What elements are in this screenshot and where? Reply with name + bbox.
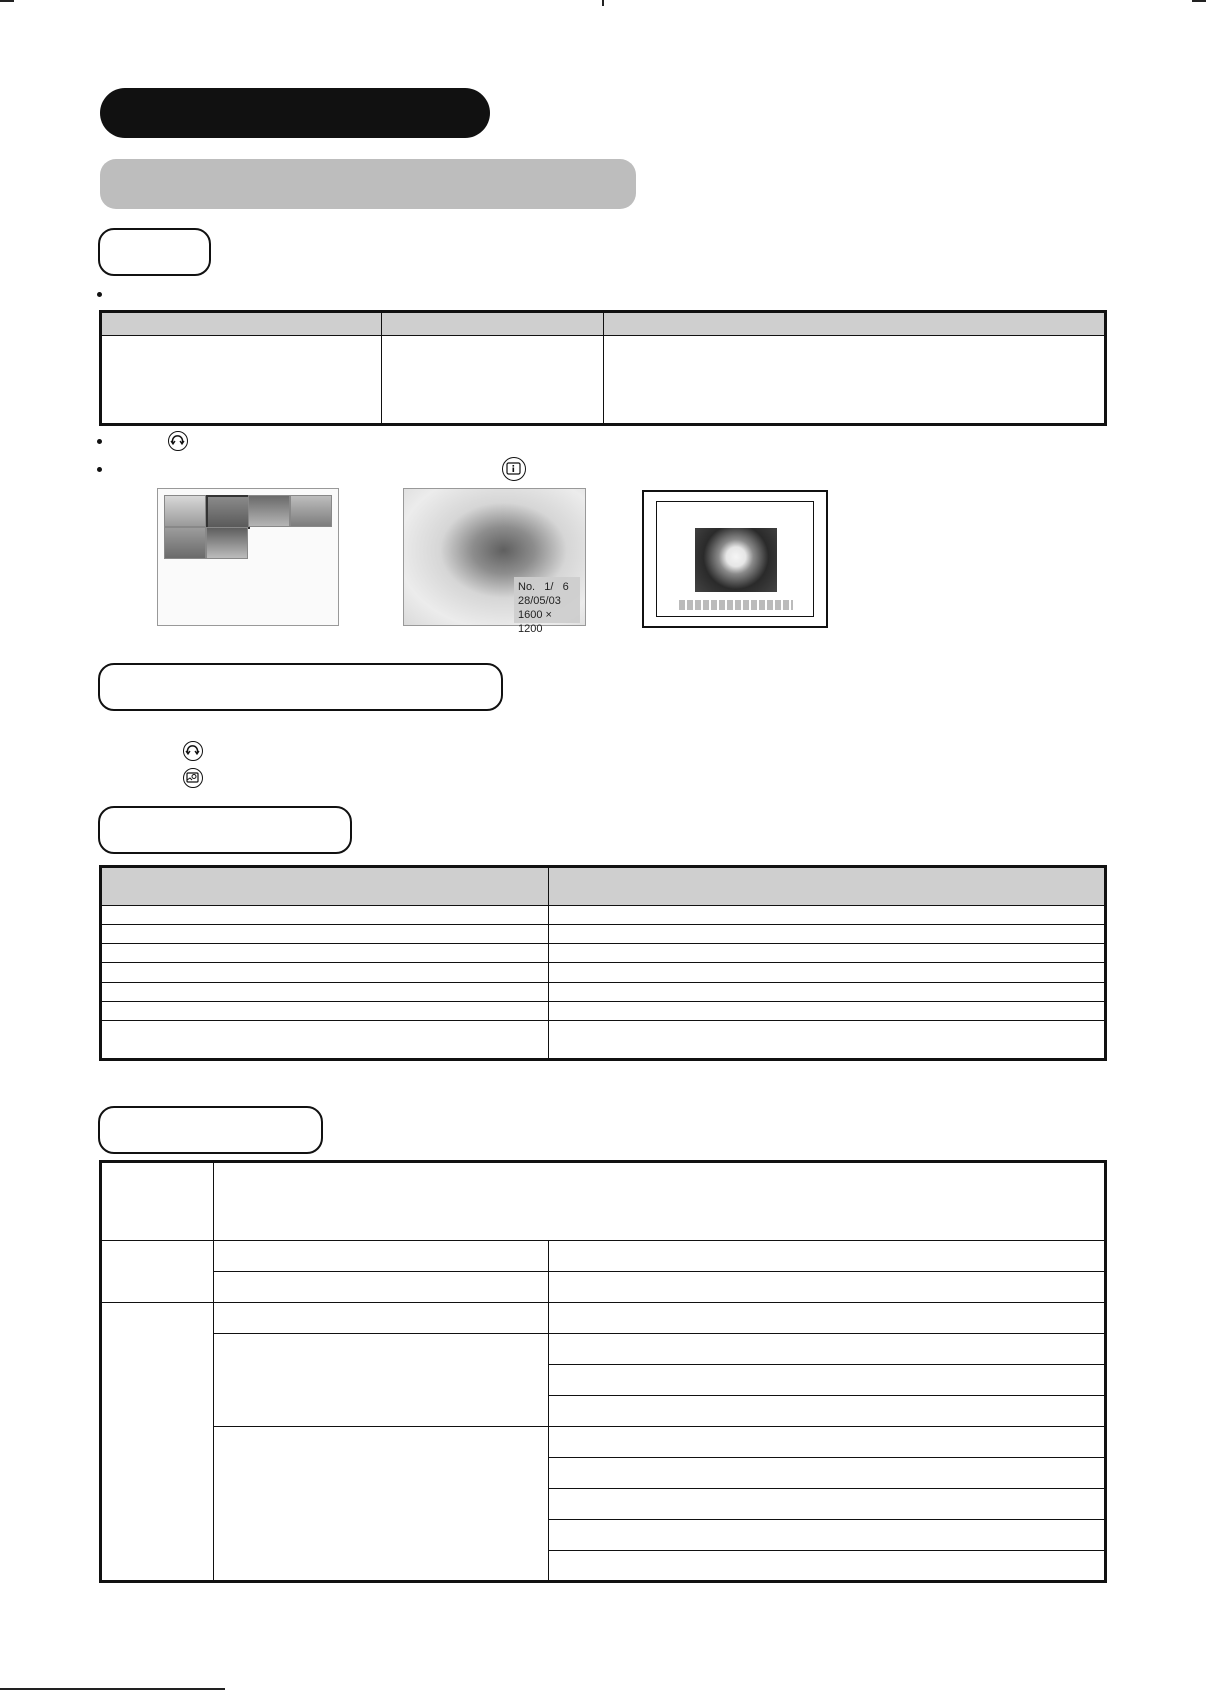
spec-table-cell (549, 1396, 1106, 1427)
option-table-cell (101, 963, 549, 982)
spec-table-cell (549, 1489, 1106, 1520)
thumbnail-photo (164, 527, 206, 559)
crop-mark-top-center (602, 0, 604, 6)
photo-viewer-icon (183, 768, 203, 788)
photo-number-line (518, 580, 576, 594)
spec-table-cell (214, 1241, 549, 1272)
format-table-header-cell (101, 312, 382, 336)
photo-total: 6 (562, 581, 569, 593)
thumbnail-photo (164, 495, 206, 527)
photo-frame-inner (656, 501, 814, 617)
option-table-cell (549, 1002, 1106, 1021)
spec-table-cell (101, 1241, 214, 1303)
photo-frame-screenshot (642, 490, 828, 628)
photo-date: 28/05/03 (518, 595, 561, 607)
subsection-heading-2 (98, 663, 503, 711)
spec-table-cell (549, 1365, 1106, 1396)
format-table-header-cell (382, 312, 604, 336)
spec-table-cell (101, 1303, 214, 1582)
subsection-heading-3 (98, 806, 352, 854)
format-table-cell (604, 336, 1106, 425)
format-table-cell (101, 336, 382, 425)
specification-table (99, 1160, 1107, 1583)
option-table (99, 865, 1107, 1061)
bullet-point (97, 292, 102, 297)
section-title-bar (100, 159, 636, 209)
option-table-cell (549, 905, 1106, 924)
spec-table-cell (214, 1272, 549, 1303)
thumbnail-photo (248, 495, 290, 527)
format-table-header-cell (604, 312, 1106, 336)
option-table-cell (101, 1002, 549, 1021)
subsection-heading-4 (98, 1106, 323, 1154)
subsection-heading-1 (98, 228, 211, 276)
spec-table-cell (214, 1334, 549, 1427)
crop-mark-bottom-left (0, 1688, 225, 1690)
spec-table-cell (549, 1241, 1106, 1272)
spec-table-cell (549, 1334, 1106, 1365)
info-i-icon (502, 457, 526, 481)
chapter-title-pill (100, 88, 490, 138)
spec-table-cell (214, 1427, 549, 1582)
bullet-point (97, 467, 102, 472)
option-table-cell (101, 924, 549, 943)
thumbnail-view-screenshot (157, 488, 339, 626)
option-table-cell (549, 924, 1106, 943)
option-table-cell (549, 944, 1106, 963)
thumbnail-photo (206, 527, 248, 559)
spec-table-cell (549, 1458, 1106, 1489)
option-table-cell (101, 944, 549, 963)
format-table (99, 310, 1107, 426)
option-table-cell (101, 905, 549, 924)
spec-table-cell (214, 1303, 549, 1334)
photo-data-strip (679, 600, 793, 610)
flower-photo (695, 528, 777, 592)
return-arrow-icon (168, 431, 188, 451)
option-table-cell (549, 982, 1106, 1001)
crop-mark-top-left (0, 0, 14, 2)
option-table-header-cell (549, 867, 1106, 906)
option-table-cell (549, 1021, 1106, 1060)
bullet-point (97, 439, 102, 444)
option-table-cell (549, 963, 1106, 982)
option-table-cell (101, 982, 549, 1001)
spec-table-cell (549, 1303, 1106, 1334)
photo-number-label: No. (518, 581, 536, 593)
spec-table-cell (549, 1551, 1106, 1582)
return-arrow-icon (183, 741, 203, 761)
format-table-cell (382, 336, 604, 425)
photo-number-value: 1/ (544, 581, 554, 593)
crop-mark-top-right (1192, 0, 1206, 2)
photo-info-screenshot (403, 488, 586, 635)
spec-table-cell (101, 1162, 214, 1241)
thumbnail-photo (206, 495, 250, 529)
spec-table-cell (549, 1520, 1106, 1551)
photo-info-overlay (514, 577, 580, 635)
option-table-cell (101, 1021, 549, 1060)
spec-table-cell (549, 1272, 1106, 1303)
thumbnail-photo (290, 495, 332, 527)
option-table-header-cell (101, 867, 549, 906)
spec-table-cell (214, 1162, 1106, 1241)
spec-table-cell (549, 1427, 1106, 1458)
photo-resolution: 1600 × 1200 (518, 609, 552, 635)
